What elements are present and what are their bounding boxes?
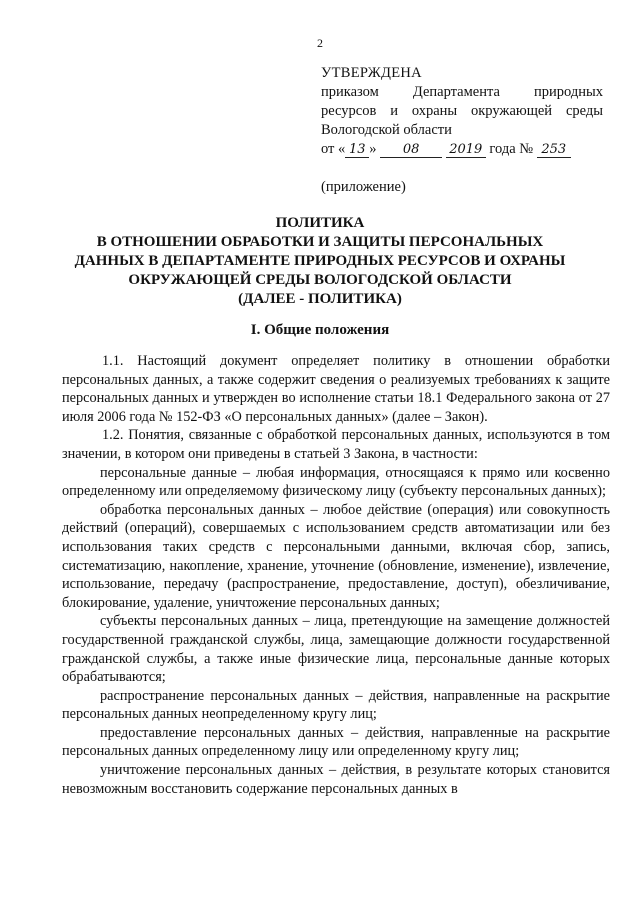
approval-heading: УТВЕРЖДЕНА — [321, 65, 422, 81]
definition-destruction: уничтожение персональных данных – действия, в результате которых становится невозможным восстановить содержание персональных данных в — [62, 762, 610, 797]
appendix-label: (приложение) — [321, 179, 406, 195]
section-heading: I. Общие положения — [250, 322, 390, 338]
approval-block — [321, 64, 603, 197]
document-body — [62, 352, 610, 798]
definition-subjects: субъекты персональных данных – лица, претендующие на замещение должностей государственной гражданской службы, лица, замещающие должности государственной гражданской службы, а также иные физические лица, персональные данные которых обрабатываются; — [62, 613, 610, 686]
title-line-3: ДАННЫХ В ДЕПАРТАМЕНТЕ ПРИРОДНЫХ РЕСУРСОВ И ОХРАНЫ — [74, 253, 566, 269]
date-suffix: года № — [485, 141, 537, 157]
document-title — [60, 214, 580, 309]
title-line-1: ПОЛИТИКА — [275, 215, 365, 231]
definition-processing: обработка персональных данных – любое действие (операция) или совокупность действий (операций), совершаемых с использованием средств автоматизации или без использования таких средств с персональными данными, включая сбор, запись, систематизацию, накопление, хранение, уточнение (обновление, изменение), извлечение, использование, передачу (распространение, предоставление, доступ), обезличивание, блокирование, удаление, уничтожение персональных данных; — [62, 501, 610, 611]
paragraph-1-1: 1.1. Настоящий документ определяет политику в отношении обработки персональных данных, а также содержит сведения о реализуемых требованиях к защите персональных данных и утвержден во исполнение статьи 18.1 Федерального закона от 27 июля 2006 года № 152-ФЗ «О персональных данных» (далее – Закон). — [62, 353, 610, 425]
approval-date-line — [321, 140, 603, 159]
page-number: 2 — [317, 36, 323, 50]
date-mid: » — [369, 141, 377, 157]
date-day: 13 — [345, 142, 369, 158]
definition-personal-data: персональные данные – любая информация, относящаяся к прямо или косвенно определенному или определяемому физическому лицу (субъекту персональных данных); — [62, 464, 610, 500]
date-prefix: от « — [321, 141, 346, 157]
date-year: 2019 — [446, 142, 486, 158]
title-line-5: (ДАЛЕЕ - ПОЛИТИКА) — [238, 291, 402, 307]
approval-line-3: Вологодской области — [321, 122, 452, 138]
title-line-2: В ОТНОШЕНИИ ОБРАБОТКИ И ЗАЩИТЫ ПЕРСОНАЛЬНЫХ — [96, 234, 544, 250]
definition-dissemination: распространение персональных данных – действия, направленные на раскрытие персональных данных неопределенному кругу лиц; — [62, 687, 610, 723]
title-line-4: ОКРУЖАЮЩЕЙ СРЕДЫ ВОЛОГОДСКОЙ ОБЛАСТИ — [128, 272, 512, 288]
order-number: 253 — [537, 142, 571, 158]
definition-provision: предоставление персональных данных – действия, направленные на раскрытие персональных данных определенному лицу или определенному кругу лиц; — [62, 724, 610, 760]
date-month: 08 — [380, 142, 442, 158]
approval-line-2: ресурсов и охраны окружающей среды — [321, 103, 603, 119]
approval-line-1: приказом Департамента природных — [321, 84, 603, 100]
paragraph-1-2: 1.2. Понятия, связанные с обработкой персональных данных, используются в том значении, в котором они приведены в статьей 3 Закона, в частности: — [62, 427, 610, 462]
